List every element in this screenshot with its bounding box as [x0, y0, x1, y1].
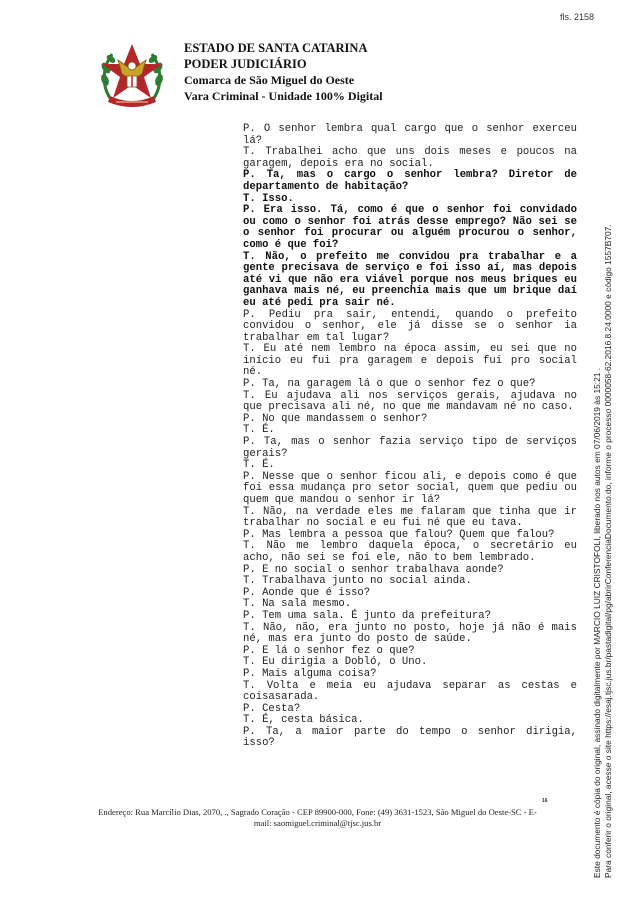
- transcript-line: P. No que mandassem o senhor?: [243, 412, 428, 425]
- transcript-line: T. Não, não, era junto no posto, hoje já não é mais né, mas era junto do posto de saúde.: [243, 621, 577, 646]
- transcript-line: P. Tem uma sala. É junto da prefeitura?: [243, 609, 491, 622]
- testimony-transcript: [243, 124, 577, 750]
- authentication-line-1: Este documento é cópia do original, assinado digitalmente por MARCIO LUIZ CRISTOFOLI, liberado nos autos em 07/06/2019 às 15:21 .: [592, 367, 602, 878]
- header-state: ESTADO DE SANTA CATARINA: [184, 41, 368, 55]
- transcript-line: P. Aonde que é isso?: [243, 586, 371, 599]
- header-court-unit: Vara Criminal - Unidade 100% Digital: [184, 89, 383, 103]
- transcript-line: P. E lá o senhor fez o que?: [243, 644, 415, 657]
- transcript-line: T. É.: [243, 459, 275, 472]
- footer-address: Endereço: Rua Marcílio Dias, 2070, ., Sagrado Coração - CEP 89900-000, Fone: (49) 3631-1523, São Miguel do Oeste-SC - E-mail: saomiguel.criminal@tjsc.jus.br: [98, 807, 537, 828]
- transcript-line: T. Não, na verdade eles me falaram que tinha que ir trabalhar no social e eu fui né que eu tava.: [243, 505, 577, 530]
- transcript-line: P. E no social o senhor trabalhava aonde?: [243, 563, 504, 576]
- transcript-line: P. Ta, na garagem lá o que o senhor fez o que?: [243, 378, 536, 391]
- header-district: Comarca de São Miguel do Oeste: [184, 73, 355, 87]
- transcript-line: T. Não me lembro daquela época, o secretário eu acho, não sei se foi ele, não to bem lembrado.: [243, 540, 577, 564]
- transcript-line: P. Nesse que o senhor ficou ali, e depois como é que foi essa mudança pro setor social, quem que pediu ou quem que mandou o senhor ir lá?: [243, 470, 577, 506]
- transcript-line: P. Pediu pra sair, entendi, quando o prefeito convidou o senhor, ele já disse se o senhor ia trabalhar em tal lugar?: [243, 308, 577, 344]
- authentication-line-2: Para conferir o original, acesse o site https://esaj.tjsc.jus.br/pastadigital/pg/abrirConferenciaDocumento.do, informe o processo 0000058-62.2016.8.24.0000 e código 1557B707.: [602, 224, 613, 878]
- transcript-line: P. Ta, mas o cargo o senhor lembra? Diretor de departamento de habitação?: [243, 169, 577, 193]
- footer-mark: 16: [542, 798, 548, 804]
- transcript-line: T. Na sala mesmo.: [243, 598, 352, 611]
- document-header: [184, 40, 383, 104]
- header-power: PODER JUDICIÁRIO: [184, 57, 307, 71]
- transcript-line: T. Trabalhava junto no social ainda.: [243, 575, 472, 588]
- transcript-line: P. Mas lembra a pessoa que falou? Quem que falou?: [243, 528, 555, 541]
- transcript-line: T. É.: [243, 424, 275, 437]
- coat-of-arms-icon: [96, 40, 168, 112]
- transcript-line: P. Cesta?: [243, 702, 301, 715]
- page-number: fls. 2158: [560, 12, 595, 22]
- transcript-line: P. Ta, a maior parte do tempo o senhor dirigia, isso?: [243, 725, 577, 750]
- transcript-line: T. Trabalhei acho que uns dois meses e poucos na garagem, depois era no social.: [243, 146, 577, 170]
- authentication-note: [592, 98, 613, 878]
- transcript-line: T. Eu até nem lembro na época assim, eu sei que no início eu fui pra garagem e depois fui pro social né.: [243, 343, 577, 379]
- transcript-line: P. O senhor lembra qual cargo que o senhor exerceu lá?: [243, 123, 577, 147]
- transcript-line: T. Eu ajudava ali nos serviços gerais, ajudava no que precisava ali né, no que me mandavam né no caso.: [243, 389, 577, 414]
- transcript-line: T. Isso.: [243, 192, 294, 205]
- transcript-line: P. Mais alguma coisa?: [243, 667, 377, 680]
- transcript-line: P. Ta, mas o senhor fazia serviço tipo de serviços gerais?: [243, 436, 577, 460]
- transcript-line: T. Eu dirigia a Dobló, o Uno.: [243, 656, 428, 669]
- transcript-line: P. Era isso. Tá, como é que o senhor foi convidado ou como o senhor foi atrás desse emprego? Não sei se o senhor foi procurar ou alguém procurou o senhor, como é que foi?: [243, 204, 577, 251]
- transcript-line: T. Volta e meia eu ajudava separar as cestas e coisasarada.: [243, 679, 577, 704]
- transcript-line: T. É, cesta básica.: [243, 714, 364, 727]
- transcript-line: T. Não, o prefeito me convidou pra trabalhar e a gente precisava de serviço e foi isso aí, mas depois até vi que não era viável porque nos meus briques eu ganhava mais né, eu preenchia mais que um brique daí eu até pedi pra sair né.: [243, 250, 577, 309]
